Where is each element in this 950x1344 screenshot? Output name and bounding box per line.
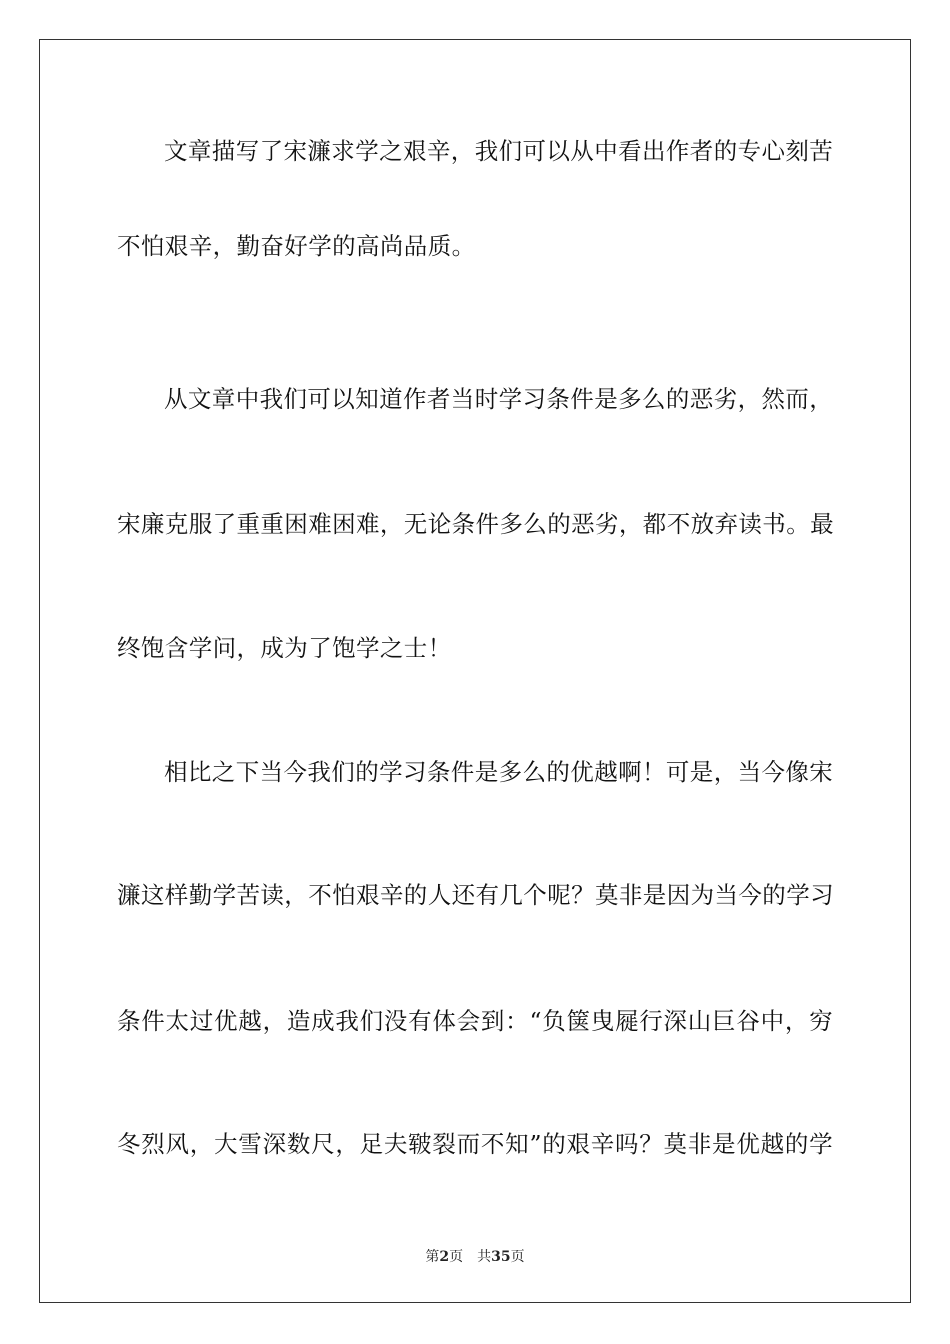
- page-border: [39, 39, 911, 1303]
- page-footer: [0, 1247, 950, 1267]
- page-prefix: 第: [425, 1249, 440, 1265]
- total-suffix: 页: [510, 1249, 525, 1265]
- paragraph-1-line-1: 文章描写了宋濂求学之艰辛，我们可以从中看出作者的专心刻苦: [164, 137, 834, 165]
- paragraph-2-line-2: 宋廉克服了重重困难困难，无论条件多么的恶劣，都不放弃读书。最: [117, 510, 834, 538]
- paragraph-3-line-1: 相比之下当今我们的学习条件是多么的优越啊！可是，当今像宋: [164, 758, 834, 786]
- paragraph-2-line-1: 从文章中我们可以知道作者当时学习条件是多么的恶劣，然而，: [164, 385, 834, 413]
- total-pages: 35: [491, 1249, 511, 1265]
- paragraph-2-line-3: 终饱含学问，成为了饱学之士！: [117, 634, 452, 662]
- total-prefix: 共: [477, 1249, 492, 1265]
- page-number: 2: [439, 1249, 450, 1265]
- paragraph-1-line-2: 不怕艰辛，勤奋好学的高尚品质。: [117, 232, 476, 260]
- paragraph-3-line-2: 濂这样勤学苦读，不怕艰辛的人还有几个呢？莫非是因为当今的学习: [117, 881, 834, 909]
- paragraph-3-line-4: 冬烈风，大雪深数尺，足夫皲裂而不知”的艰辛吗？莫非是优越的学: [117, 1130, 833, 1158]
- paragraph-3-line-3: 条件太过优越，造成我们没有体会到：“负箧曳屣行深山巨谷中，穷: [117, 1007, 833, 1035]
- page-suffix: 页: [449, 1249, 464, 1265]
